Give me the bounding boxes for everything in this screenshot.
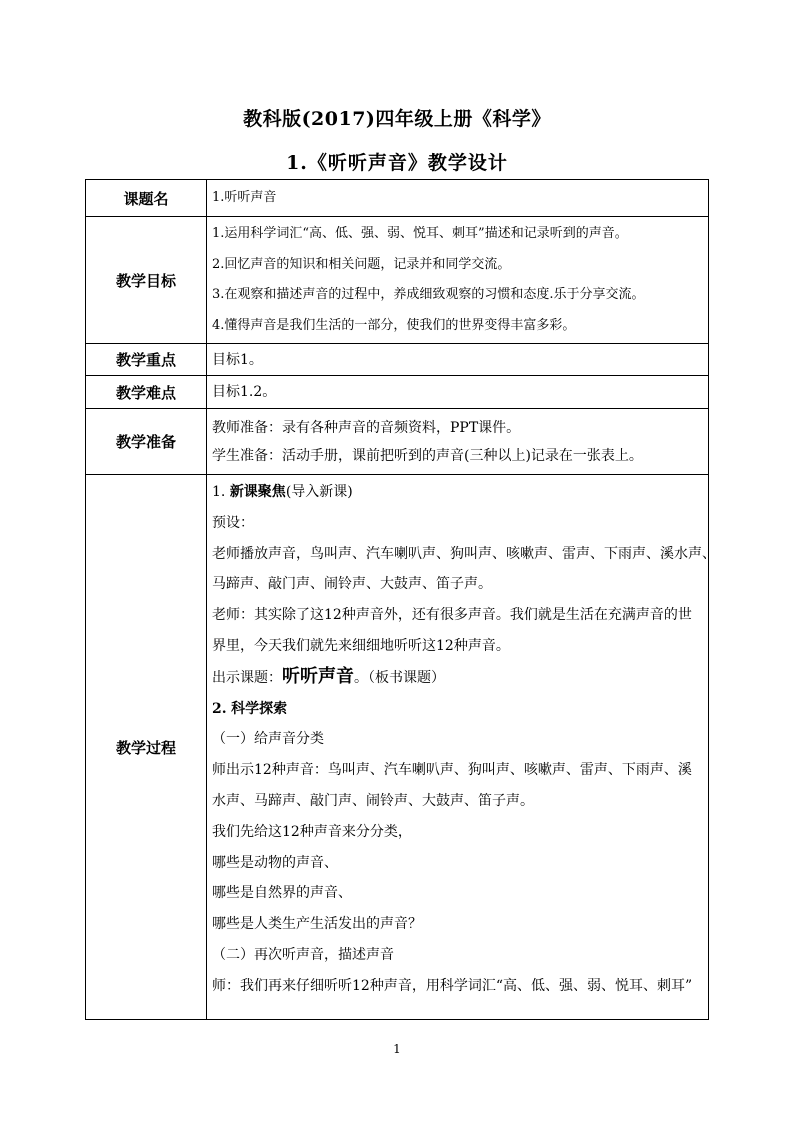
process-paragraph: 师出示12种声音：鸟叫声、汽车喇叭声、狗叫声、咳嗽声、雷声、下雨声、溪 [212,762,692,779]
row-label-process: 教学过程 [86,475,207,1020]
question-item: 哪些是自然界的声音、 [212,885,352,902]
lesson-plan-table [85,179,716,1020]
topic-value: 1.听听声音 [207,180,709,217]
goals-cell [207,217,709,344]
key-point-value: 目标1。 [207,344,709,376]
goal-item: 1.运用科学词汇“高、低、强、弱、悦耳、刺耳”描述和记录听到的声音。 [212,226,628,241]
process-paragraph: 老师播放声音，鸟叫声、汽车喇叭声、狗叫声、咳嗽声、雷声、下雨声、溪水声、 [212,545,716,562]
row-label-key-point: 教学重点 [86,344,207,376]
row-label-preparation: 教学准备 [86,409,207,475]
preparation-cell [207,409,709,475]
table-row-topic [86,180,709,217]
table-row-key-point [86,344,709,376]
row-label-goals: 教学目标 [86,217,207,344]
process-paragraph: 老师：其实除了这12种声音外，还有很多声音。我们就是生活在充满声音的世 [212,607,692,624]
section-heading-2: 2. 科学探索 [212,700,288,717]
process-paragraph: 水声、马蹄声、敲门声、闹铃声、大鼓声、笛子声。 [212,792,534,809]
row-label-topic: 课题名 [86,180,207,217]
process-paragraph: 我们先给这12种声音来分分类， [212,823,412,840]
student-preparation: 学生准备：活动手册，课前把听到的声音(三种以上)记录在一张表上。 [212,447,643,464]
subsection-heading-2: （二）再次听声音，描述声音 [212,946,394,963]
process-paragraph: 界里，今天我们就先来细细地听听这12种声音。 [212,637,510,654]
process-paragraph: 马蹄声、敲门声、闹铃声、大鼓声、笛子声。 [212,576,492,593]
section-title-focus: 新课聚焦 [229,484,286,500]
lesson-title-highlight: 听听声音 [282,665,354,687]
question-item: 哪些是人类生产生活发出的声音？ [212,916,422,933]
table-row-goals [86,217,709,344]
subsection-heading-1: （一）给声音分类 [212,731,324,748]
teacher-preparation: 教师准备：录有各种声音的音频资料，PPT课件。 [212,419,521,436]
show-title-line: 出示课题：听听声音。（板书课题） [212,665,445,687]
page-number: 1 [393,1042,401,1056]
goal-item: 4.懂得声音是我们生活的一部分，使我们的世界变得丰富多彩。 [212,317,576,333]
row-label-difficulty: 教学难点 [86,376,207,409]
process-cell [207,475,716,1020]
process-paragraph: 预设： [212,514,254,531]
section-title-explore: 科学探索 [231,700,288,717]
difficulty-value: 目标1.2。 [207,376,709,409]
section-heading-1: 1. 新课聚焦(导入新课) [212,484,353,500]
question-item: 哪些是动物的声音、 [212,854,338,871]
table-row-preparation [86,409,709,475]
table-row-process [86,475,709,1020]
goal-item: 2.回忆声音的知识和相关问题，记录并和同学交流。 [212,256,511,272]
document-title: 教科版(2017)四年级上册《科学》 [243,108,551,130]
table-row-difficulty [86,376,709,409]
document-subtitle: 1.《听听声音》教学设计 [286,152,508,174]
goal-item: 3.在观察和描述声音的过程中，养成细致观察的习惯和态度.乐于分享交流。 [212,287,645,302]
process-paragraph: 师：我们再来仔细听听12种声音，用科学词汇“高、低、强、弱、悦耳、刺耳” [212,977,693,994]
